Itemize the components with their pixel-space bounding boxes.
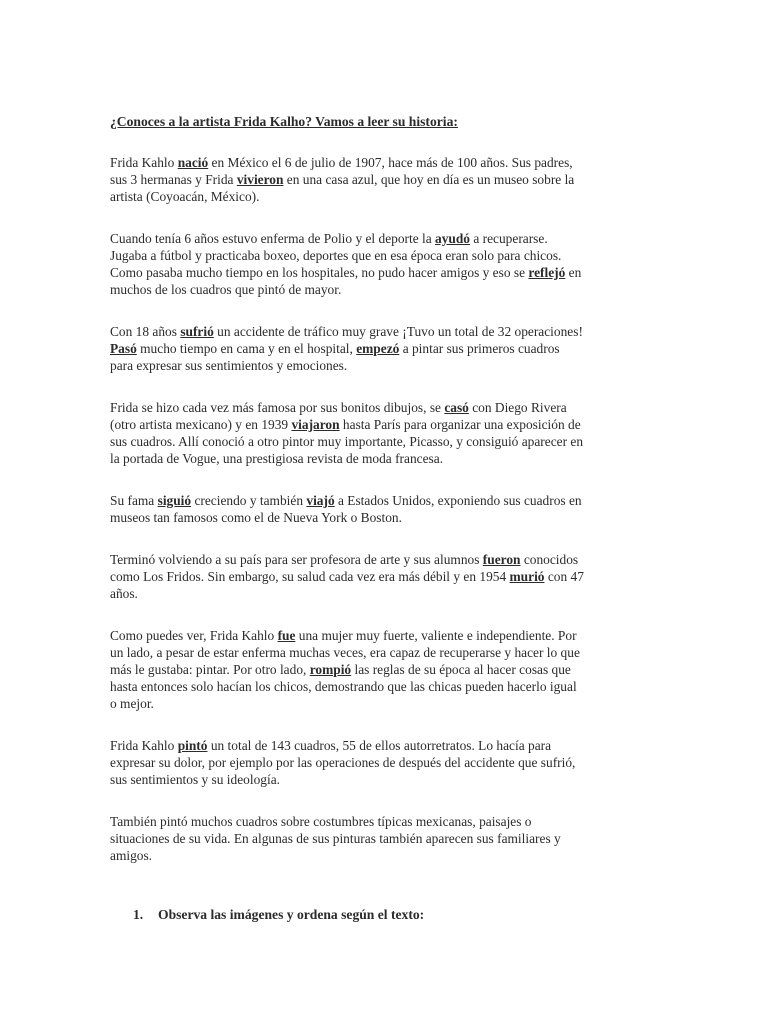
text-run: un lado, a pesar de estar enferma muchas veces, era capaz de recuperarse y hacer lo que [110, 645, 580, 660]
exercise-number: 1. [133, 907, 144, 922]
text-run: para expresar sus sentimientos y emociones. [110, 358, 348, 373]
highlighted-verb: viajó [306, 493, 335, 508]
text-run: un total de 143 cuadros, 55 de ellos autorretratos. Lo hacía para [207, 738, 552, 753]
text-run: a pintar sus primeros cuadros [399, 341, 560, 356]
text-run: Frida Kahlo [110, 738, 178, 753]
paragraph-line [110, 585, 662, 602]
text-run: o mejor. [110, 696, 154, 711]
document-title: ¿Conoces a la artista Frida Kalho? Vamos a leer su historia: [110, 114, 458, 129]
highlighted-verb: empezó [356, 341, 400, 356]
text-run: en México el 6 de julio de 1907, hace más de 100 años. Sus padres, [208, 155, 573, 170]
highlighted-verb: ayudó [435, 231, 470, 246]
text-run: conocidos [520, 552, 579, 567]
highlighted-verb: siguió [157, 493, 192, 508]
text-run: con 47 [544, 569, 584, 584]
paragraph [110, 813, 662, 864]
paragraph-line [110, 264, 662, 281]
paragraph-line [110, 171, 662, 188]
text-run: sus 3 hermanas y Frida [110, 172, 237, 187]
text-run: en una casa azul, que hoy en día es un museo sobre la [283, 172, 575, 187]
paragraph-line [110, 737, 662, 754]
text-run: museos tan famosos como el de Nueva York o Boston. [110, 510, 402, 525]
text-run: hasta entonces solo hacían los chicos, demostrando que las chicas pueden hacerlo igual [110, 679, 577, 694]
paragraph-line [110, 551, 662, 568]
text-run: muchos de los cuadros que pintó de mayor. [110, 282, 342, 297]
text-run: expresar su dolor, por ejemplo por las operaciones de después del accidente que sufrió, [110, 755, 576, 770]
paragraph-line [110, 813, 662, 830]
paragraph-line [110, 450, 662, 467]
text-run: artista (Coyoacán, México). [110, 189, 260, 204]
text-run: Terminó volviendo a su país para ser profesora de arte y sus alumnos [110, 552, 483, 567]
text-run: sus cuadros. Allí conoció a otro pintor muy importante, Picasso, y consiguió aparecer en [110, 434, 584, 449]
paragraph-line [110, 644, 662, 661]
text-run: una mujer muy fuerte, valiente e independiente. Por [295, 628, 577, 643]
paragraph-line [110, 847, 662, 864]
paragraph [110, 737, 662, 788]
text-run: amigos. [110, 848, 153, 863]
paragraph-line [110, 230, 662, 247]
highlighted-verb: vivieron [236, 172, 284, 187]
paragraph [110, 323, 662, 374]
text-run: Jugaba a fútbol y practicaba boxeo, deportes que en esa época eran solo para chicos. [110, 248, 562, 263]
text-run: Frida Kahlo [110, 155, 178, 170]
paragraph-line [110, 433, 662, 450]
text-run: Su fama [110, 493, 158, 508]
text-run: sus sentimientos y su ideología. [110, 772, 280, 787]
text-run: la portada de Vogue, una prestigiosa revista de moda francesa. [110, 451, 444, 466]
paragraph-line [110, 754, 662, 771]
paragraph [110, 627, 662, 712]
paragraph [110, 154, 662, 205]
text-run: situaciones de su vida. En algunas de sus pinturas también aparecen sus familiares y [110, 831, 561, 846]
text-run: Cuando tenía 6 años estuvo enferma de Polio y el deporte la [110, 231, 436, 246]
highlighted-verb: pintó [177, 738, 208, 753]
text-run: un accidente de tráfico muy grave ¡Tuvo un total de 32 operaciones! [213, 324, 583, 339]
paragraph [110, 551, 662, 602]
highlighted-verb: murió [509, 569, 545, 584]
highlighted-verb: rompió [309, 662, 352, 677]
text-run: También pintó muchos cuadros sobre costumbres típicas mexicanas, paisajes o [110, 814, 532, 829]
paragraph-line [110, 509, 662, 526]
text-run: Como pasaba mucho tiempo en los hospitales, no pudo hacer amigos y eso se [110, 265, 529, 280]
text-run: en [565, 265, 582, 280]
text-run: a Estados Unidos, exponiendo sus cuadros en [334, 493, 582, 508]
text-run: (otro artista mexicano) y en 1939 [110, 417, 292, 432]
paragraph-line [110, 771, 662, 788]
story-paragraphs [110, 154, 662, 864]
text-run: mucho tiempo en cama y en el hospital, [136, 341, 357, 356]
text-run: Como puedes ver, Frida Kahlo [110, 628, 278, 643]
text-run: más le gustaba: pintar. Por otro lado, [110, 662, 310, 677]
paragraph-line [110, 399, 662, 416]
highlighted-verb: casó [444, 400, 469, 415]
paragraph-line [110, 627, 662, 644]
text-run: hasta París para organizar una exposición de [339, 417, 581, 432]
highlighted-verb: Pasó [110, 341, 137, 356]
highlighted-verb: fueron [482, 552, 521, 567]
text-run: con Diego Rivera [468, 400, 567, 415]
paragraph-line [110, 188, 662, 205]
paragraph [110, 399, 662, 467]
paragraph-line [110, 357, 662, 374]
paragraph-line [110, 281, 662, 298]
paragraph-line [110, 830, 662, 847]
text-run: a recuperarse. [470, 231, 548, 246]
paragraph-line [110, 695, 662, 712]
text-run: años. [110, 586, 138, 601]
exercise-instruction [133, 906, 424, 924]
paragraph-line [110, 416, 662, 433]
text-run: las reglas de su época al hacer cosas que [351, 662, 571, 677]
document-body [110, 113, 662, 889]
paragraph-line [110, 340, 662, 357]
paragraph [110, 492, 662, 526]
exercise-text: Observa las imágenes y ordena según el texto: [158, 907, 425, 922]
paragraph-line [110, 154, 662, 171]
highlighted-verb: reflejó [528, 265, 566, 280]
paragraph-line [110, 568, 662, 585]
paragraph-line [110, 661, 662, 678]
paragraph-line [110, 323, 662, 340]
paragraph-line [110, 492, 662, 509]
highlighted-verb: fue [277, 628, 296, 643]
highlighted-verb: sufrió [180, 324, 214, 339]
paragraph-line [110, 678, 662, 695]
paragraph [110, 230, 662, 298]
text-run: Frida se hizo cada vez más famosa por sus bonitos dibujos, se [110, 400, 445, 415]
paragraph-line [110, 247, 662, 264]
text-run: como Los Fridos. Sin embargo, su salud cada vez era más débil y en 1954 [110, 569, 510, 584]
highlighted-verb: viajaron [291, 417, 340, 432]
highlighted-verb: nació [177, 155, 209, 170]
text-run: creciendo y también [191, 493, 307, 508]
text-run: Con 18 años [110, 324, 181, 339]
